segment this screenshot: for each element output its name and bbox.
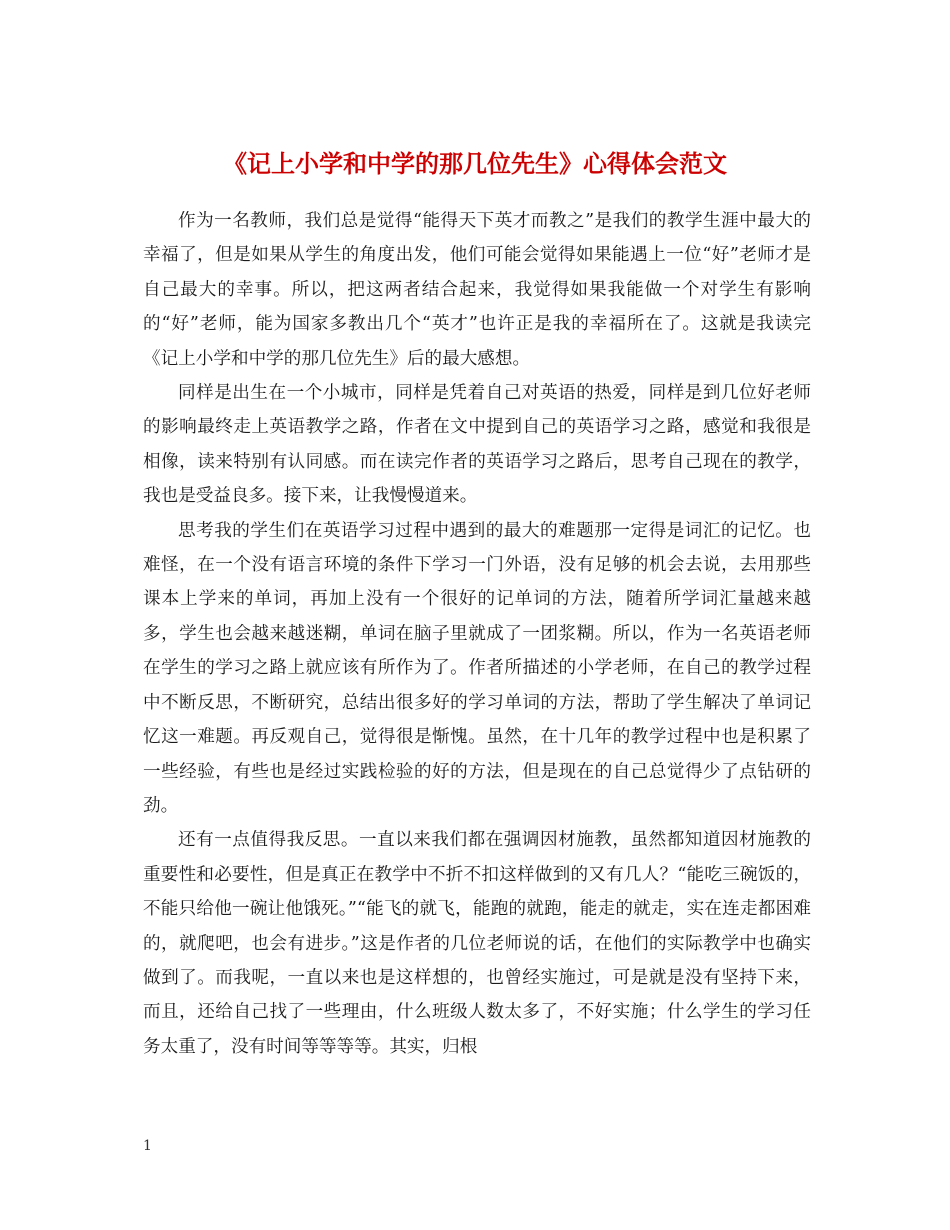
paragraph-1: 作为一名教师，我们总是觉得“能得天下英才而教之”是我们的教学生涯中最大的幸福了，但是如果从学生的角度出发，他们可能会觉得如果能遇上一位“好”老师才是自己最大的幸事。所以，把这两者结合起来，我觉得如果我能做一个对学生有影响的“好”老师，能为国家多教出几个“英才”也许正是我的幸福所在了。这就是我读完《记上小学和中学的那几位先生》后的最大感想。 (143, 211, 811, 369)
paragraph-4: 还有一点值得我反思。一直以来我们都在强调因材施教，虽然都知道因材施教的重要性和必要性，但是真正在教学中不折不扣这样做到的又有几人？“能吃三碗饭的，不能只给他一碗让他饿死。”“能飞的就飞，能跑的就跑，能走的就走，实在连走都困难的，就爬吧，也会有进步。”这是作者的几位老师说的话，在他们的实际教学中也确实做到了。而我呢，一直以来也是这样想的，也曾经实施过，可是就是没有坚持下来，而且，还给自己找了一些理由，什么班级人数太多了，不好实施；什么学生的学习任务太重了，没有时间等等等等。其实，归根 (143, 830, 811, 1057)
document-title: 《记上小学和中学的那几位先生》心得体会范文 (223, 149, 727, 179)
document-body (143, 204, 811, 1064)
paragraph-2: 同样是出生在一个小城市，同样是凭着自己对英语的热爱，同样是到几位好老师的影响最终走上英语教学之路，作者在文中提到自己的英语学习之路，感觉和我很是相像，读来特别有认同感。而在读完作者的英语学习之路后，思考自己现在的教学，我也是受益良多。接下来，让我慢慢道来。 (143, 383, 811, 507)
paragraph-3: 思考我的学生们在英语学习过程中遇到的最大的难题那一定得是词汇的记忆。也难怪，在一个没有语言环境的条件下学习一门外语，没有足够的机会去说，去用那些课本上学来的单词，再加上没有一个很好的记单词的方法，随着所学词汇量越来越多，学生也会越来越迷糊，单词在脑子里就成了一团浆糊。所以，作为一名英语老师在学生的学习之路上就应该有所作为了。作者所描述的小学老师，在自己的教学过程中不断反思，不断研究，总结出很多好的学习单词的方法，帮助了学生解决了单词记忆这一难题。再反观自己，觉得很是惭愧。虽然，在十几年的教学过程中也是积累了一些经验，有些也是经过实践检验的好的方法，但是现在的自己总觉得少了点钻研的劲。 (143, 520, 811, 816)
page-number: 1 (143, 1138, 152, 1154)
